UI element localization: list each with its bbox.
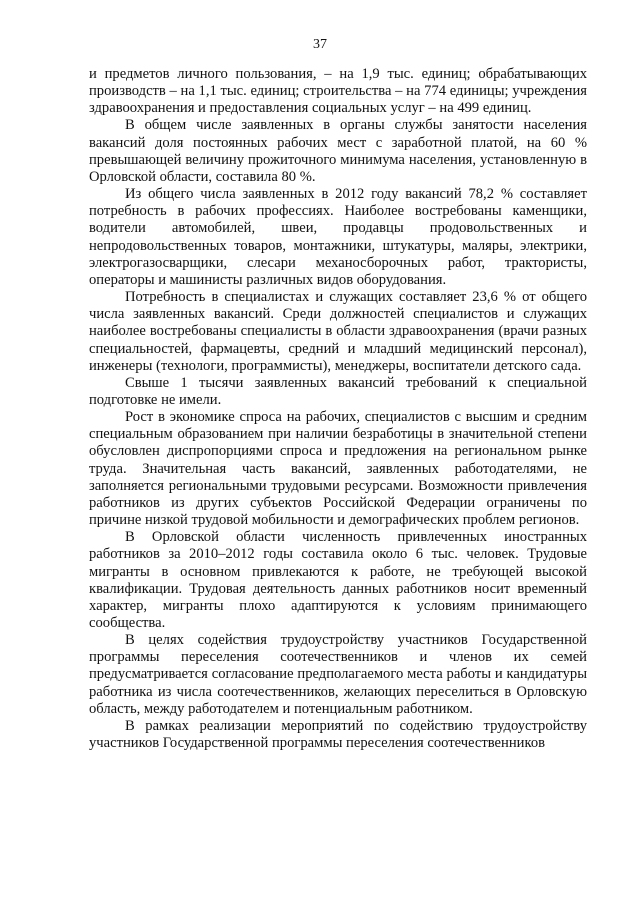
paragraph-7: В Орловской области численность привлеченных иностранных работников за 2010–2012 годы составила около 6 тыс. человек. Трудовые мигранты в основном привлекаются к работе, не требующей высокой квалификации. Трудовая деятельность данных работников носит временный характер, мигранты плохо адаптируются к условиям принимающего сообщества. [89,529,587,631]
paragraph-1: и предметов личного пользования, – на 1,9 тыс. единиц; обрабатывающих производств – на 1,1 тыс. единиц; строительства – на 774 единицы; учреждения здравоохранения и предоставления социальных услуг – на 499 единиц. [89,66,587,117]
document-body [89,66,587,752]
paragraph-4: Потребность в специалистах и служащих составляет 23,6 % от общего числа заявленных вакансий. Среди должностей специалистов и служащих наиболее востребованы специалисты в области здравоохранения (врачи разных специальностей, фармацевты, средний и младший медицинский персонал), инженеры (технологи, программисты), менеджеры, воспитатели детского сада. [89,289,587,374]
paragraph-9: В рамках реализации мероприятий по содействию трудоустройству участников Государственной программы переселения соотечественников [89,717,587,752]
paragraph-3: Из общего числа заявленных в 2012 году вакансий 78,2 % составляет потребность в рабочих профессиях. Наиболее востребованы каменщики, водители автомобилей, швеи, продавцы продовольственных и непродовольственных товаров, монтажники, штукатуры, маляры, электрики, электрогазосварщики, слесари механосборочных работ, трактористы, операторы и машинисты различных видов оборудования. [89,186,587,288]
paragraph-6: Рост в экономике спроса на рабочих, специалистов с высшим и средним специальным образованием при наличии безработицы в значительной степени обусловлен диспропорциями спроса и предложения на региональном рынке труда. Значительная часть вакансий, заявленных работодателями, не заполняется региональными трудовыми ресурсами. Возможности привлечения работников из других субъектов Российской Федерации ограничены по причине низкой трудовой мобильности и демографических проблем регионов. [89,409,587,529]
page-number: 37 [313,37,327,52]
paragraph-5: Свыше 1 тысячи заявленных вакансий требований к специальной подготовке не имели. [89,374,587,408]
paragraph-8: В целях содействия трудоустройству участников Государственной программы переселения соотечественников и членов их семей предусматривается согласование предполагаемого места работы и кандидатуры работника из числа соотечественников, желающих переселиться в Орловскую область, между работодателем и потенциальным работником. [89,632,587,717]
paragraph-2: В общем числе заявленных в органы службы занятости населения вакансий доля постоянных рабочих мест с заработной платой, на 60 % превышающей величину прожиточного минимума населения, установленную в Орловской области, составила 80 %. [89,117,587,185]
